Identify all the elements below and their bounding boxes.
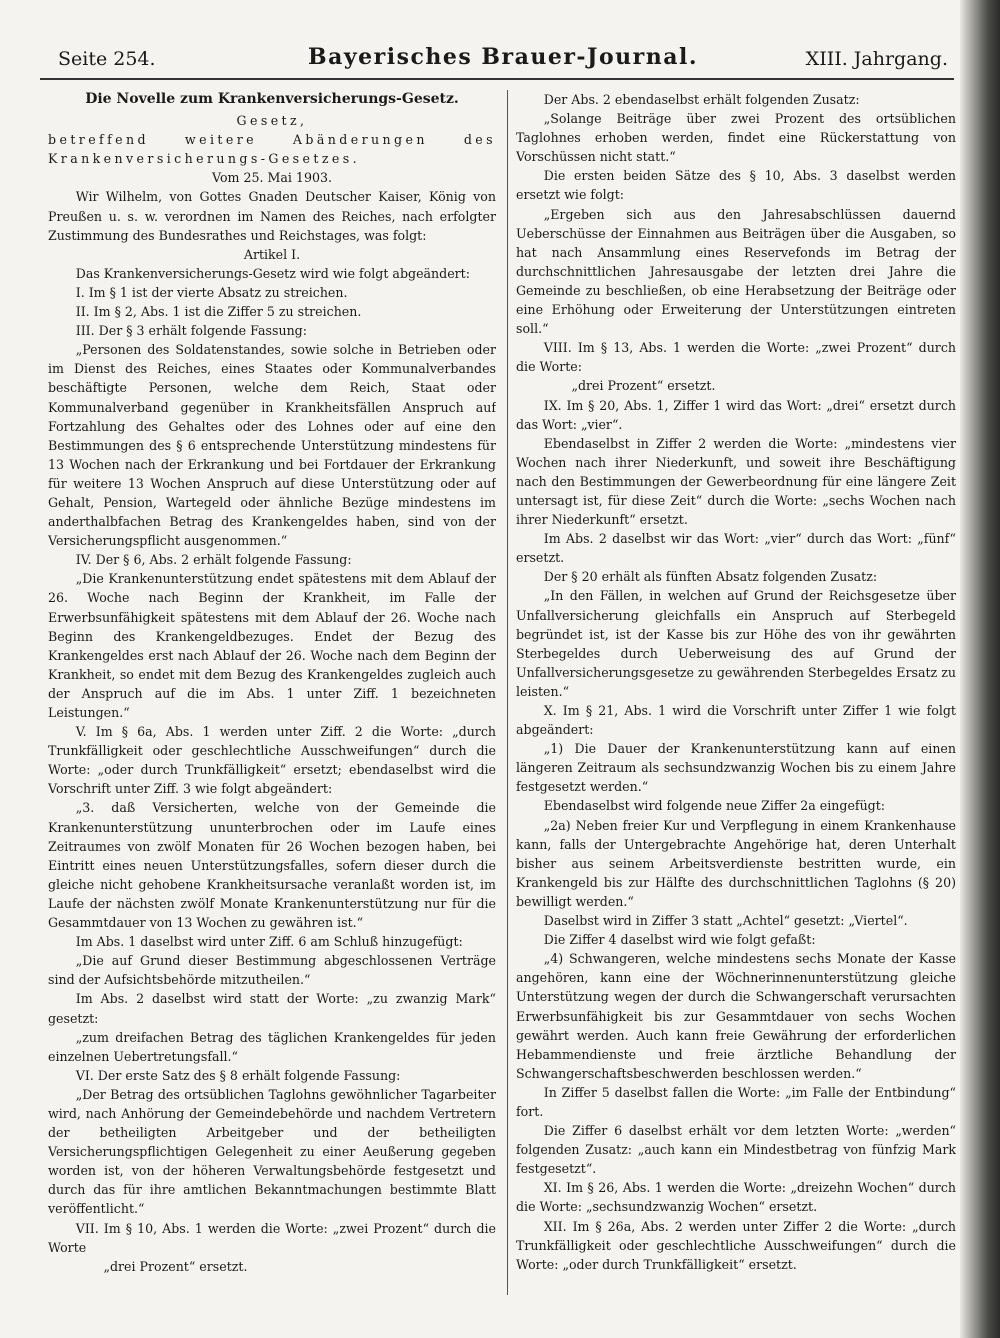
paragraph: Ebendaselbst in Ziffer 2 werden die Worte: „mindestens vier Wochen nach ihrer Niederkunft, und soweit ihre Beschäftigung nach den Bestimmungen der Gewerbeordnung für eine längere Zeit untersagt ist, für diese Zeit“ durch die Worte: „sechs Wochen nach ihrer Niederkunft“ ersetzt. (516, 435, 956, 528)
paragraph: Die Ziffer 4 daselbst wird wie folgt gefaßt: (543, 932, 816, 948)
right-column (516, 90, 956, 1300)
paragraph: Im Abs. 2 daselbst wir das Wort: „vier“ durch das Wort: „fünf“ ersetzt. (516, 531, 956, 566)
quote-paragraph: „In den Fällen, in welchen auf Grund der Reichsgesetze über Unfallversicherung gleichfalls ein Anspruch auf Sterbegeld begründet ist, ist der Kasse bis zur Höhe des von ihr gewährten Sterbegeldes durch Ueberweisung des auf Grund der Unfallversicherungsgesetze zu gewährenden Sterbegeldes Ersatz zu leisten.“ (516, 588, 956, 699)
paragraph: Daselbst wird in Ziffer 3 statt „Achtel“ gesetzt: „Viertel“. (543, 913, 908, 929)
paragraph: Die Ziffer 6 daselbst erhält vor dem letzten Worte: „werden“ folgenden Zusatz: „auch kann ein Mindestbetrag von fünfzig Mark festgesetzt“. (516, 1123, 956, 1177)
law-subtitle: betreffend weitere Abänderungen des Krankenversicherungs-Gesetzes. (48, 132, 496, 167)
quote-paragraph: „Die Krankenunterstützung endet spätestens mit dem Ablauf der 26. Woche nach Beginn der Krankheit, im Falle der Erwerbsunfähigkeit spätestens mit dem Ablauf der 26. Woche nach Beginn des Krankengeldbezuges. Endet der Bezug des Krankengeldes erst nach Ablauf der 26. Woche nach dem Beginn der Krankheit, so endet mit dem Bezug des Krankengeldes zugleich auch der Anspruch auf die im Abs. 1 unter Ziff. 1 bezeichneten Leistungen.“ (48, 571, 496, 720)
quote-paragraph: „drei Prozent“ ersetzt. (103, 1258, 248, 1274)
quote-paragraph: „Der Betrag des ortsüblichen Taglohns gewöhnlicher Tagarbeiter wird, nach Anhörung der Gemeindebehörde und nachdem Vertretern der betheiligten Arbeitgeber und der betheiligten Versicherungspflichtigen Gelegenheit zu einer Aeußerung gegeben worden ist, von der höheren Verwaltungsbehörde festgesetzt und durch das für ihre amtlichen Bekanntmachungen bestimmte Blatt veröffentlicht.“ (48, 1086, 496, 1217)
paragraph: III. Der § 3 erhält folgende Fassung: (75, 323, 307, 339)
paragraph: Im Abs. 1 daselbst wird unter Ziff. 6 am Schluß hinzugefügt: (75, 934, 463, 950)
column-divider (507, 90, 508, 1295)
article-title: Die Novelle zum Krankenversicherungs-Gesetz. (85, 91, 459, 107)
journal-title: Bayerisches Brauer-Journal. (308, 44, 698, 70)
quote-paragraph: „Ergeben sich aus den Jahresabschlüssen dauernd Ueberschüsse der Einnahmen aus Beiträgen über die Ausgaben, so hat nach Ansammlung eines Reservefonds im Betrag der durchschnittlichen Jahresausgabe der letzten drei Jahre die Gemeinde zu beschließen, ob eine Herabsetzung der Beiträge oder eine Erhöhung oder Erweiterung der Unterstützungen eintreten soll.“ (516, 206, 956, 337)
law-heading: Gesetz, (236, 113, 308, 129)
paragraph: Im Abs. 2 daselbst wird statt der Worte: „zu zwanzig Mark“ gesetzt: (48, 991, 496, 1026)
paragraph: Der Abs. 2 ebendaselbst erhält folgenden Zusatz: (543, 92, 860, 107)
volume-label: XIII. Jahrgang. (805, 48, 948, 70)
quote-paragraph: „zum dreifachen Betrag des täglichen Krankengeldes für jeden einzelnen Uebertretungsfall.“ (48, 1029, 496, 1064)
quote-paragraph: „Die auf Grund dieser Bestimmung abgeschlossenen Verträge sind der Aufsichtsbehörde mitzutheilen.“ (48, 953, 496, 988)
paragraph: I. Im § 1 ist der vierte Absatz zu streichen. (75, 284, 348, 300)
quote-paragraph: „Solange Beiträge über zwei Prozent des ortsüblichen Taglohnes erhoben werden, findet eine Rückerstattung von Vorschüssen nicht statt.“ (516, 111, 956, 165)
quote-paragraph: „1) Die Dauer der Krankenunterstützung kann auf einen längeren Zeitraum als sechsundzwanzig Wochen bis zu einem Jahre festgesetzt werden.“ (516, 741, 956, 795)
paragraph: Die ersten beiden Sätze des § 10, Abs. 3 daselbst werden ersetzt wie folgt: (516, 168, 956, 203)
paragraph: VI. Der erste Satz des § 8 erhält folgende Fassung: (75, 1067, 401, 1083)
quote-paragraph: „4) Schwangeren, welche mindestens sechs Monate der Kasse angehören, kann eine der Wöchnerinnenunterstützung gleiche Unterstützung wegen der durch die Schwangerschaft verursachten Erwerbsunfähigkeit bis zur Gesammtdauer von sechs Wochen gewährt werden. Auch kann freie Gewährung der erforderlichen Hebammendienste und freie ärztliche Behandlung der Schwangerschaftsbeschwerden beschlossen werden.“ (516, 951, 956, 1081)
left-column (48, 90, 496, 1300)
paragraph: V. Im § 6a, Abs. 1 werden unter Ziff. 2 die Worte: „durch Trunkfälligkeit oder geschlechtliche Ausschweifungen“ durch die Worte: „oder durch Trunkfälligkeit“ ersetzt; ebendaselbst wird die Vorschrift unter Ziff. 3 wie folgt abgeändert: (48, 724, 496, 797)
paragraph: VIII. Im § 13, Abs. 1 werden die Worte: „zwei Prozent“ durch die Worte: (516, 340, 956, 375)
quote-paragraph: „drei Prozent“ ersetzt. (571, 378, 716, 394)
page-number: Seite 254. (58, 48, 156, 70)
paragraph: IV. Der § 6, Abs. 2 erhält folgende Fassung: (75, 552, 352, 568)
preamble: Wir Wilhelm, von Gottes Gnaden Deutscher Kaiser, König von Preußen u. s. w. verordnen im Namen des Reiches, nach erfolgter Zustimmung des Bundesrathes und Reichstages, was folgt: (48, 189, 496, 243)
paragraph: XII. Im § 26a, Abs. 2 werden unter Ziffer 2 die Worte: „durch Trunkfälligkeit oder geschlechtliche Ausschweifungen“ durch die Worte: „oder durch Trunkfälligkeit“ ersetzt. (516, 1218, 956, 1272)
paragraph: XI. Im § 26, Abs. 1 werden die Worte: „dreizehn Wochen“ durch die Worte: „sechsundzwanzig Wochen“ ersetzt. (516, 1180, 956, 1215)
quote-paragraph: „2a) Neben freier Kur und Verpflegung in einem Krankenhause kann, falls der Untergebrachte Angehörige hat, deren Unterhalt bisher aus seinem Arbeitsverdienste bestritten wurde, ein Krankengeld bis zur Hälfte des durchschnittlichen Taglohns (§ 20) bewilligt werden.“ (516, 817, 956, 909)
paragraph: Der § 20 erhält als fünften Absatz folgenden Zusatz: (543, 569, 878, 585)
paragraph: X. Im § 21, Abs. 1 wird die Vorschrift unter Ziffer 1 wie folgt abgeändert: (516, 703, 956, 738)
paragraph: In Ziffer 5 daselbst fallen die Worte: „im Falle der Entbindung“ fort. (516, 1084, 956, 1119)
quote-paragraph: „3. daß Versicherten, welche von der Gemeinde die Krankenunterstützung ununterbrochen oder im Laufe eines Zeitraumes von zwölf Monaten für 26 Wochen bezogen haben, bei Eintritt eines neuen Unterstützungsfalles, sofern dieser durch die gleiche nicht gehobene Krankheitsursache veranlaßt worden ist, im Laufe der nächsten zwölf Monate Krankenunterstützung nur für die Gesammtdauer von 13 Wochen zu gewähren ist.“ (48, 800, 496, 931)
paragraph: Das Krankenversicherungs-Gesetz wird wie folgt abgeändert: (75, 265, 470, 281)
paragraph: II. Im § 2, Abs. 1 ist die Ziffer 5 zu streichen. (75, 304, 362, 320)
page-edge-shadow (960, 0, 1000, 1338)
header-rule (40, 78, 954, 80)
article-heading: Artikel I. (243, 246, 301, 262)
law-date: Vom 25. Mai 1903. (212, 170, 332, 186)
quote-paragraph: „Personen des Soldatenstandes, sowie solche in Betrieben oder im Dienst des Reiches, eines Staates oder Kommunalverbandes beschäftigte Personen, welche dem Reich, Staat oder Kommunalverband gegenüber in Krankheitsfällen Anspruch auf Fortzahlung des Gehaltes oder des Lohnes oder auf eine den Bestimmungen des § 6 entsprechende Unterstützung mindestens für 13 Wochen nach der Erkrankung und bei Fortdauer der Erkrankung für weitere 13 Wochen Anspruch auf diese Unterstützung oder auf Gehalt, Pension, Wartegeld oder ähnliche Bezüge mindestens im anderthalbfachen Betrag des Krankengeldes haben, sind von der Versicherungspflicht ausgenommen.“ (48, 342, 496, 549)
paragraph: VII. Im § 10, Abs. 1 werden die Worte: „zwei Prozent“ durch die Worte (48, 1220, 496, 1255)
paragraph: Ebendaselbst wird folgende neue Ziffer 2a eingefügt: (543, 798, 886, 814)
paragraph: IX. Im § 20, Abs. 1, Ziffer 1 wird das Wort: „drei“ ersetzt durch das Wort: „vier“. (516, 397, 956, 432)
